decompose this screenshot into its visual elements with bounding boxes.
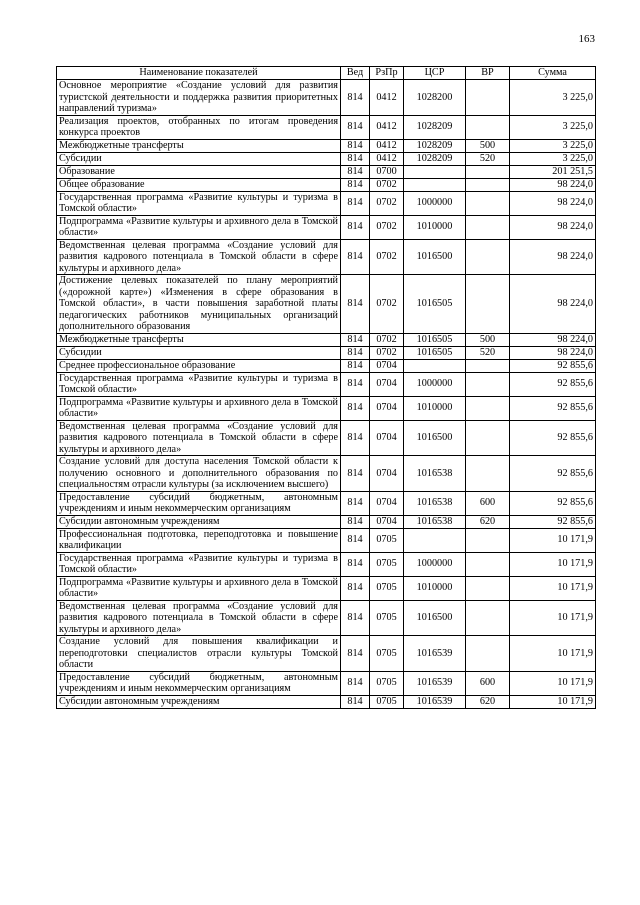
cell-ved: 814 [341,372,370,396]
cell-ved: 814 [341,515,370,528]
cell-sum: 98 224,0 [510,333,596,346]
cell-csr: 1016505 [404,346,466,359]
cell-vr: 620 [466,695,510,708]
cell-sum: 10 171,9 [510,671,596,695]
cell-rzpr: 0704 [370,420,404,456]
cell-vr [466,165,510,178]
cell-name: Создание условий для повышения квалификации и переподготовки специалистов отрасли культуры Томской области [57,636,341,672]
cell-vr [466,636,510,672]
cell-vr [466,600,510,636]
cell-ved: 814 [341,671,370,695]
cell-vr [466,359,510,372]
cell-vr: 600 [466,491,510,515]
table-row [57,215,596,239]
cell-rzpr: 0702 [370,178,404,191]
cell-csr: 1010000 [404,576,466,600]
cell-csr [404,359,466,372]
table-row [57,636,596,672]
cell-vr [466,191,510,215]
header-sum: Сумма [510,67,596,80]
cell-vr [466,115,510,139]
cell-csr: 1016505 [404,333,466,346]
cell-ved: 814 [341,239,370,275]
cell-rzpr: 0704 [370,491,404,515]
header-rzpr: РзПр [370,67,404,80]
cell-sum: 92 855,6 [510,456,596,492]
cell-rzpr: 0705 [370,552,404,576]
cell-rzpr: 0412 [370,152,404,165]
cell-csr: 1010000 [404,396,466,420]
cell-csr: 1028209 [404,115,466,139]
budget-table [56,66,596,709]
cell-name: Ведомственная целевая программа «Создание условий для развития кадрового потенциала в Томской области в сфере культуры и архивного дела» [57,600,341,636]
cell-sum: 92 855,6 [510,515,596,528]
cell-vr: 620 [466,515,510,528]
table-row [57,191,596,215]
cell-rzpr: 0702 [370,191,404,215]
cell-ved: 814 [341,115,370,139]
cell-name: Реализация проектов, отобранных по итогам проведения конкурса проектов [57,115,341,139]
cell-csr: 1016539 [404,636,466,672]
cell-vr [466,372,510,396]
cell-rzpr: 0704 [370,372,404,396]
cell-rzpr: 0702 [370,215,404,239]
cell-rzpr: 0412 [370,139,404,152]
cell-rzpr: 0702 [370,275,404,334]
cell-csr: 1000000 [404,372,466,396]
cell-csr: 1016539 [404,671,466,695]
cell-name: Создание условий для доступа населения Томской области к получению основного и дополнительного образования по специальностям отрасли культуры (за исключением высшего) [57,456,341,492]
cell-name: Образование [57,165,341,178]
table-row [57,552,596,576]
cell-rzpr: 0705 [370,671,404,695]
table-header-row [57,67,596,80]
table-row [57,80,596,116]
cell-ved: 814 [341,695,370,708]
cell-sum: 92 855,6 [510,372,596,396]
cell-ved: 814 [341,165,370,178]
cell-vr [466,215,510,239]
cell-ved: 814 [341,191,370,215]
cell-vr: 520 [466,152,510,165]
cell-sum: 3 225,0 [510,115,596,139]
cell-sum: 98 224,0 [510,178,596,191]
cell-csr: 1028200 [404,80,466,116]
cell-csr: 1028209 [404,139,466,152]
table-row [57,139,596,152]
cell-rzpr: 0702 [370,239,404,275]
cell-vr: 500 [466,139,510,152]
cell-vr [466,552,510,576]
cell-name: Субсидии автономным учреждениям [57,695,341,708]
cell-ved: 814 [341,552,370,576]
cell-vr: 520 [466,346,510,359]
cell-rzpr: 0705 [370,695,404,708]
cell-vr [466,456,510,492]
cell-rzpr: 0702 [370,346,404,359]
table-row [57,515,596,528]
cell-csr: 1016500 [404,239,466,275]
table-row [57,152,596,165]
header-name: Наименование показателей [57,67,341,80]
cell-name: Субсидии автономным учреждениям [57,515,341,528]
cell-ved: 814 [341,491,370,515]
header-ved: Вед [341,67,370,80]
cell-csr: 1016505 [404,275,466,334]
table-row [57,600,596,636]
cell-name: Подпрограмма «Развитие культуры и архивного дела в Томской области» [57,396,341,420]
cell-ved: 814 [341,178,370,191]
page-number: 163 [578,33,595,45]
table-row [57,346,596,359]
cell-rzpr: 0700 [370,165,404,178]
cell-sum: 98 224,0 [510,215,596,239]
cell-name: Подпрограмма «Развитие культуры и архивного дела в Томской области» [57,576,341,600]
cell-csr: 1016538 [404,515,466,528]
cell-ved: 814 [341,456,370,492]
table-row [57,671,596,695]
cell-sum: 201 251,5 [510,165,596,178]
cell-vr [466,275,510,334]
cell-name: Предоставление субсидий бюджетным, автономным учреждениям и иным некоммерческим организациям [57,671,341,695]
cell-rzpr: 0705 [370,528,404,552]
cell-ved: 814 [341,333,370,346]
table-row [57,576,596,600]
cell-rzpr: 0412 [370,115,404,139]
cell-name: Ведомственная целевая программа «Создание условий для развития кадрового потенциала в Томской области в сфере культуры и архивного дела» [57,420,341,456]
cell-sum: 92 855,6 [510,420,596,456]
cell-ved: 814 [341,80,370,116]
cell-name: Ведомственная целевая программа «Создание условий для развития кадрового потенциала в Томской области в сфере культуры и архивного дела» [57,239,341,275]
cell-sum: 98 224,0 [510,346,596,359]
table-row [57,333,596,346]
cell-ved: 814 [341,600,370,636]
header-csr: ЦСР [404,67,466,80]
cell-rzpr: 0705 [370,576,404,600]
cell-csr: 1010000 [404,215,466,239]
cell-ved: 814 [341,396,370,420]
cell-vr [466,178,510,191]
cell-rzpr: 0704 [370,359,404,372]
table-row [57,528,596,552]
header-vr: ВР [466,67,510,80]
cell-ved: 814 [341,275,370,334]
cell-csr [404,528,466,552]
cell-csr: 1028209 [404,152,466,165]
cell-ved: 814 [341,215,370,239]
cell-vr [466,576,510,600]
cell-ved: 814 [341,152,370,165]
table-row [57,165,596,178]
cell-ved: 814 [341,528,370,552]
cell-sum: 92 855,6 [510,491,596,515]
cell-ved: 814 [341,139,370,152]
cell-rzpr: 0704 [370,456,404,492]
cell-name: Субсидии [57,152,341,165]
cell-rzpr: 0704 [370,396,404,420]
table-row [57,695,596,708]
cell-ved: 814 [341,636,370,672]
cell-name: Достижение целевых показателей по плану мероприятий («дорожной карте») «Изменения в сфере образования в Томской области», в части повышения заработной платы педагогических работников муниципальных организаций дополнительного образования [57,275,341,334]
cell-name: Субсидии [57,346,341,359]
cell-csr: 1016500 [404,600,466,636]
cell-rzpr: 0704 [370,515,404,528]
cell-vr [466,80,510,116]
cell-ved: 814 [341,346,370,359]
cell-sum: 98 224,0 [510,191,596,215]
table-row [57,359,596,372]
cell-sum: 3 225,0 [510,139,596,152]
cell-sum: 10 171,9 [510,600,596,636]
cell-name: Государственная программа «Развитие культуры и туризма в Томской области» [57,372,341,396]
cell-name: Межбюджетные трансферты [57,139,341,152]
table-row [57,456,596,492]
cell-csr [404,165,466,178]
cell-sum: 3 225,0 [510,80,596,116]
cell-sum: 10 171,9 [510,636,596,672]
cell-name: Общее образование [57,178,341,191]
table-row [57,491,596,515]
cell-vr [466,528,510,552]
cell-name: Государственная программа «Развитие культуры и туризма в Томской области» [57,552,341,576]
cell-sum: 10 171,9 [510,695,596,708]
cell-sum: 98 224,0 [510,239,596,275]
cell-sum: 10 171,9 [510,528,596,552]
cell-rzpr: 0412 [370,80,404,116]
cell-name: Межбюджетные трансферты [57,333,341,346]
cell-ved: 814 [341,420,370,456]
cell-csr: 1000000 [404,552,466,576]
cell-name: Основное мероприятие «Создание условий для развития туристской деятельности и поддержка развития приоритетных направлений туризма» [57,80,341,116]
cell-sum: 98 224,0 [510,275,596,334]
cell-name: Государственная программа «Развитие культуры и туризма в Томской области» [57,191,341,215]
cell-csr [404,178,466,191]
cell-vr: 500 [466,333,510,346]
cell-ved: 814 [341,359,370,372]
cell-sum: 10 171,9 [510,552,596,576]
cell-name: Подпрограмма «Развитие культуры и архивного дела в Томской области» [57,215,341,239]
table-row [57,239,596,275]
cell-sum: 92 855,6 [510,359,596,372]
cell-vr: 600 [466,671,510,695]
cell-vr [466,396,510,420]
cell-sum: 92 855,6 [510,396,596,420]
cell-rzpr: 0705 [370,600,404,636]
cell-sum: 10 171,9 [510,576,596,600]
table-row [57,396,596,420]
cell-csr: 1000000 [404,191,466,215]
cell-ved: 814 [341,576,370,600]
cell-rzpr: 0705 [370,636,404,672]
cell-vr [466,420,510,456]
cell-name: Профессиональная подготовка, переподготовка и повышение квалификации [57,528,341,552]
table-row [57,372,596,396]
table-row [57,420,596,456]
cell-vr [466,239,510,275]
cell-name: Предоставление субсидий бюджетным, автономным учреждениям и иным некоммерческим организациям [57,491,341,515]
cell-name: Среднее профессиональное образование [57,359,341,372]
cell-sum: 3 225,0 [510,152,596,165]
table-row [57,115,596,139]
table-row [57,178,596,191]
cell-csr: 1016538 [404,456,466,492]
table-row [57,275,596,334]
cell-csr: 1016500 [404,420,466,456]
cell-csr: 1016539 [404,695,466,708]
cell-rzpr: 0702 [370,333,404,346]
cell-csr: 1016538 [404,491,466,515]
